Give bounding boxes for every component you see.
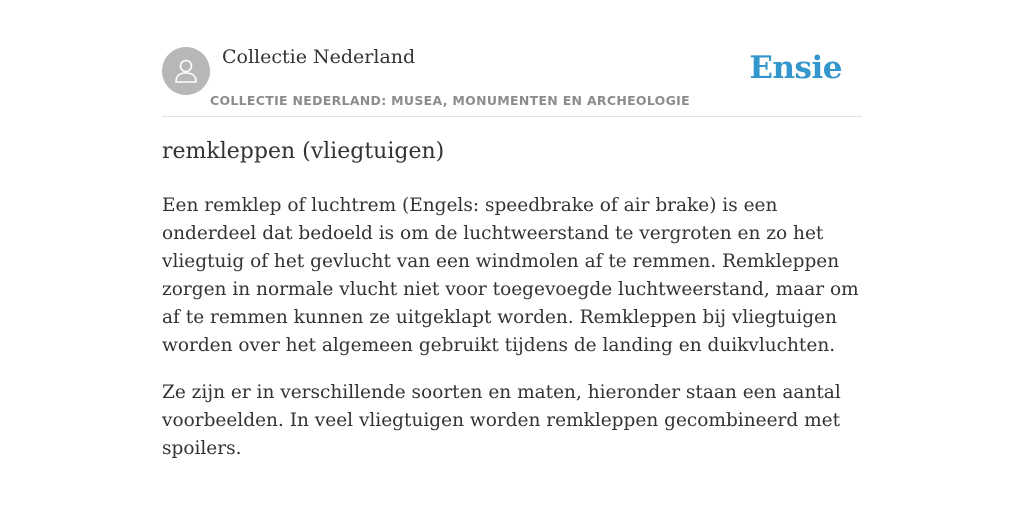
article-title: remkleppen (vliegtuigen)	[162, 139, 445, 164]
author-header	[162, 0, 862, 117]
user-icon	[171, 56, 201, 86]
author-name-link[interactable]: Collectie Nederland	[222, 46, 416, 68]
article-paragraph-1: Een remklep of luchtrem (Engels: speedbrake of air brake) is een onderdeel dat bedoeld is om de luchtweerstand te vergroten en zo het vliegtuig of het gevlucht van een windmolen af te remmen. Remkleppen zorgen in normale vlucht niet voor toegevoegde luchtweerstand, maar om af te remmen kunnen ze uitgeklapt worden. Remkleppen bij vliegtuigen worden over het algemeen gebruikt tijdens de landing en duikvluchten.	[162, 195, 859, 356]
avatar[interactable]	[162, 47, 210, 95]
author-subtitle: COLLECTIE NEDERLAND: MUSEA, MONUMENTEN EN ARCHEOLOGIE	[210, 93, 690, 108]
article-body	[162, 192, 862, 482]
article-paragraph-2: Ze zijn er in verschillende soorten en maten, hieronder staan een aantal voorbeelden. In veel vliegtuigen worden remkleppen gecombineerd met spoilers.	[162, 382, 841, 459]
article-card	[162, 0, 862, 459]
ensie-logo-link[interactable]: Ensie	[749, 50, 842, 86]
